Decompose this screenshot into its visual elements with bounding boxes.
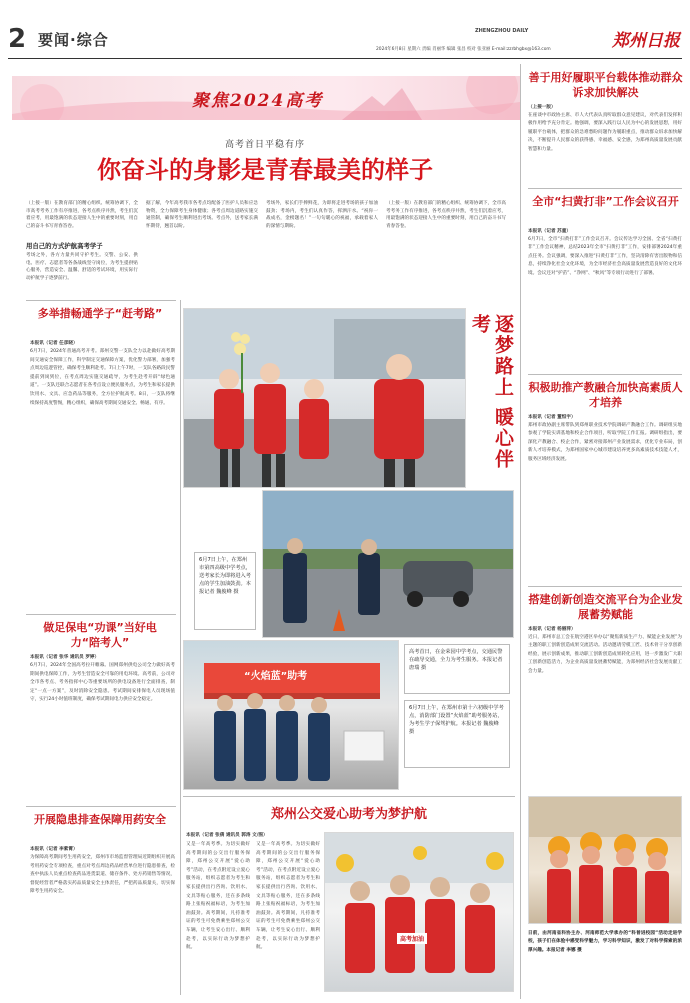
lead-kicker: 高考首日平稳有序 <box>224 140 305 150</box>
lead-body-4: （上接一版）在教育部门的精心组织、统筹协调下，全市高考考务工作有序推进，各考点秩序井然，考生们沉着应考，用最饱满的状态迎接人生中的重要时刻，用自己的奋斗书写青春答卷。 <box>386 201 506 229</box>
photo-caption-science: 日前，由河南省科协主办、河南师范大学承办的“科普进校园”活动走进学校，孩子们在体验中感受科学魅力，学习科学知识，激发了对科学探索的浓厚兴趣。本报记者 李娜 摄 <box>528 931 682 953</box>
article-body: 为保障高考期间考生用药安全，郑州市市场监督管理局近期组织开展高考用药安全专项检查，重点对考点周边药品经营单位进行隐患排查，检查中执法人员重点检查药品进货渠道、储存条件、处方药销售等情况，督促经营者严格落实药品质量安全主体责任，严把药品质量关，切实保障考生用药安全。 <box>30 855 175 895</box>
photo-bus-volunteers-scene <box>325 833 514 992</box>
article-byline: 本报讯（记者 张华 通讯员 罗婷） <box>30 655 100 660</box>
article-title: 郑州公交爱心助考为梦护航 <box>270 807 427 822</box>
photo-traffic-police-scene <box>263 491 514 638</box>
divider <box>183 796 515 797</box>
date-line: 2024年6月8日 星期六 责编 肖丽华 编辑 张昌 校对 张亚丽 E-mail:zzrbhgbx@163.com <box>376 47 551 52</box>
article-body: 6月7日，全市“扫黄打非”工作会议召开。会议传达学习全国、全省“扫黄打非”工作会议精神，总结2023年全市“扫黄打非”工作，安排部署2024年重点任务。会议强调，要深入推进“扫黄打非”工作，坚决清除有害出版物和信息，持续净化社会文化环境，为全市经济社会高质量发展营造良好的文化环境。会议还对“护苗”、“净网”、“秋风”等专项行动进行了部署。 <box>528 237 682 276</box>
photo-caption-2: 高考首日，在金荣园中学考点，交通民警在疏导交通，全力为考生服务。本报记者 唐瑞 摄 <box>404 644 510 694</box>
page-header <box>0 0 690 60</box>
fire-banner-text: “火焰蓝”助考 <box>244 671 308 682</box>
article-byline: （上接一版） <box>528 105 556 110</box>
article-body: 6月7日，2024年全国高考拉开帷幕。国网郑州供电公司全力做好高考期间供电保障工作，为考生营造安全可靠的用电环境。高考前，公司对全市各考点、考务指挥中心等重要场所的供电设备进行全面排查，制定“一点一方案”，及时消除安全隐患。考试期间安排保电人员现场值守，实行24小时值班制度，确保考试期间电力供应安全稳定。 <box>30 663 175 703</box>
article-title: 搭建创新创造交流平台为企业发展蓄势赋能 <box>528 593 683 621</box>
article-title: 全市“扫黄打非”工作会议召开 <box>532 195 679 208</box>
article-byline: 本报讯（记者 董恒宇） <box>528 415 576 420</box>
photo-science-class-scene <box>529 797 682 924</box>
photo-bus-volunteers <box>324 832 514 992</box>
column-divider <box>180 300 181 995</box>
photo-science-class <box>528 796 682 924</box>
lead-headline: 你奋斗的身影是青春最美的样子 <box>97 156 433 184</box>
masthead-logo: 郑州日报 <box>612 31 680 51</box>
photo-send-off <box>183 308 466 488</box>
bus-sign-text: 高考加油 <box>397 933 427 944</box>
article-body: 在座谈中市政协主席、市人大代表认真听取群众意见建议，对代表们发挥积极作用给予充分肯定。他强调，要深入践行以人民为中心的发展思想，用好履职平台载体，把群众的急难愁盼问题作为履职重点，推动群众诉求加快解决，不断提升人民群众的获得感、幸福感、安全感，为郑州高质量发展贡献智慧和力量。 <box>528 113 682 152</box>
article-body: 近日，郑州市总工会在航空港区举办以“聚焦新质生产力、赋能企业发展”为主题的职工创新创造成果交流活动。活动邀请劳模工匠、技术骨干分享创新经验，展示创新成果，推动职工创新创造成果转化应用，进一步激发广大职工创新创造活力，为企业高质量发展蓄势赋能，为郑州经济社会发展贡献工会力量。 <box>528 635 682 674</box>
lead-body-1: 考场之外，各方力量共同守护考生。交警、公安、供电、医疗、志愿者等各条战线坚守岗位，为考生提供贴心服务，营造安全、温馨、舒适的考试环境，用实际行动护航学子逐梦前行。 <box>26 253 138 281</box>
photo-caption-1: 6月7日上午，在郑州市第四高级中学考点，送考家长为即将进入考点的学生加油鼓劲。本报记者 魏俊峰 摄 <box>194 552 256 630</box>
article-byline: 本报讯（记者 杨丽萍） <box>528 627 576 632</box>
photo-send-off-scene <box>184 309 466 488</box>
lead-body-3: 考场外，家长们手捧鲜花，为即将走进考场的孩子加油鼓劲；考场内，考生们认真作答，挥洒汗水。“祝你一战成名，金榜题名！”一句句暖心的祝福，承载着家人的深情与期盼。 <box>266 201 378 229</box>
column-divider <box>520 64 521 999</box>
article-body: 郑州市政协副主席带队到郑州职业技术学院调研产教融合工作。调研组实地参观了学院实训基地和校企合作项目，听取学院工作汇报。调研组指出，要深化产教融合、校企合作，紧密对接郑州产业发展需求，优化专业布局，创新人才培养模式，为郑州国家中心城市建设培养更多高素质技术技能人才，服务区域经济发展。 <box>528 423 682 462</box>
article-title: 开展隐患排查保障用药安全 <box>34 813 166 826</box>
article-title: 善于用好履职平台载体推动群众诉求加快解决 <box>528 71 683 99</box>
divider <box>528 188 682 189</box>
lead-body-2: 据了解，今年高考我市各考点均配备了医护人员和应急物资，全力保障考生身体健康；各考点周边道路实施交通管制，确保考生顺利进出考场。考点外，送考家长满怀期待，翘首以盼。 <box>146 201 258 229</box>
section-title: 要闻·综合 <box>38 31 109 49</box>
article-byline: 本报讯（记者 任彦晓） <box>30 341 78 346</box>
vertical-photo-title-text: 逐梦路上 暖心伴考 <box>469 314 514 470</box>
lead-intro: （上接一版）在教育部门的精心组织、统筹协调下，全市高考考务工作有序推进，各考点秩序井然，考生们沉着应考，用最饱满的状态迎接人生中的重要时刻，用自己的奋斗书写青春答卷。 <box>26 201 138 229</box>
article-body: 又是一年高考季。为切实做好高考期间的公交出行服务保障，郑州公交开展“爱心助考”活动，在考点附近设立爱心服务站，组织志愿者为考生和家长提供出行咨询、饮用水、文具等贴心服务，还在多条线路上张贴祝福标语，为考生加油鼓劲。高考期间，凡持准考证的考生可免费乘坐郑州公交车辆，让考生安心出行、顺利赴考，以实际行动为梦想护航。 <box>256 842 320 951</box>
article-body: 6月7日，2024年普通高考开考。郑州交警一支队全力以赴做好高考期间交通安全保障工作，科学制定交通保障方案，优化警力部署，加强考点周边巡逻管控，确保考生顺利赴考。7日上午7时，一支队各路段民警提前到岗到位，在考点周边实施交通疏导，为考生赴考开辟“绿色通道”。一支队还联合志愿者在各考点设立便民服务点，为考生和家长提供饮用水、文具、应急药品等服务，全方位护航高考。8日，一支队将继续保持高度警惕，精心组织，确保高考期间交通安全、畅通、有序。 <box>30 349 175 406</box>
vertical-photo-title <box>468 308 514 488</box>
divider <box>528 374 682 375</box>
divider <box>26 806 176 807</box>
paper-name-en: ZHENGZHOU DAILY <box>475 28 529 34</box>
photo-fire-station-scene <box>184 641 399 790</box>
photo-fire-station <box>183 640 399 790</box>
special-banner <box>12 76 520 120</box>
divider <box>528 586 682 587</box>
banner-title: 聚焦2024高考 <box>192 91 324 111</box>
divider <box>26 300 176 301</box>
page-number: 2 <box>8 24 27 54</box>
article-byline: 本报讯（记者 苏童） <box>528 229 571 234</box>
article-title: 做足保电“功课”当好电力“陪考人” <box>43 621 157 649</box>
article-byline: 本报讯（记者 李紫霄） <box>30 847 78 852</box>
photo-traffic-police <box>262 490 514 638</box>
divider <box>26 614 176 615</box>
article-title: 多举措畅通学子“赶考路” <box>37 307 163 320</box>
article-byline: 本报讯（记者 张倩 通讯员 郭涛 文/图） <box>186 833 268 838</box>
header-rule <box>8 58 682 59</box>
lead-subhead: 用自己的方式护航高考学子 <box>26 242 103 250</box>
article-body: 又是一年高考季。为切实做好高考期间的公交出行服务保障，郑州公交开展“爱心助考”活动，在考点附近设立爱心服务站，组织志愿者为考生和家长提供出行咨询、饮用水、文具等贴心服务，还在多条线路上张贴祝福标语，为考生加油鼓劲。高考期间，凡持准考证的考生可免费乘坐郑州公交车辆，让考生安心出行、顺利赴考，以实际行动为梦想护航。 <box>186 842 250 951</box>
photo-caption-3: 6月7日上午，在郑州市第十六初级中学考点，消防部门设置“火焰蓝”助考服务站，为考生学子保驾护航。本报记者 魏俊峰 摄 <box>404 700 510 768</box>
article-title: 积极助推产教融合加快高素质人才培养 <box>528 381 683 409</box>
